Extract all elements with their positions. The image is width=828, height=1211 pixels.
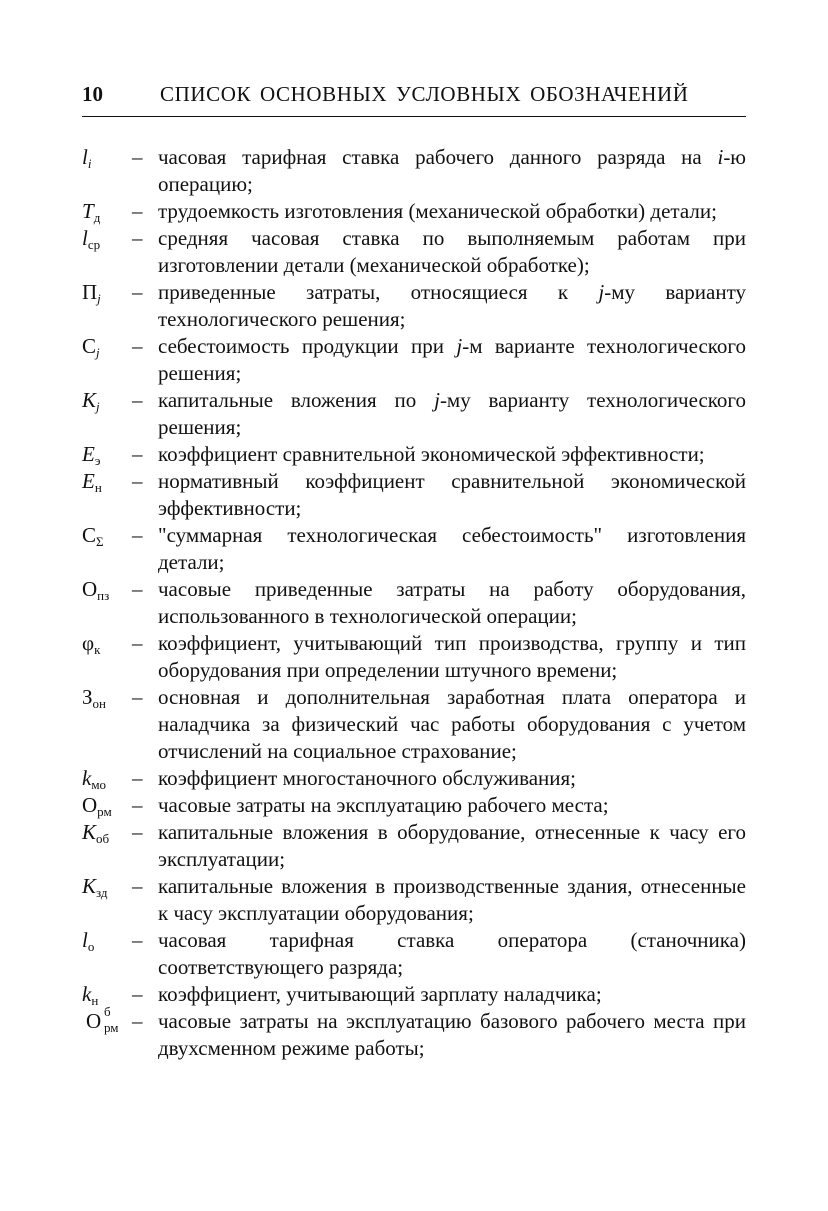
entry-dash: – — [132, 766, 143, 790]
notation-entry — [82, 576, 746, 630]
notation-symbol: $K_j$ — [82, 388, 100, 414]
notation-symbol: $k_н$ — [82, 982, 99, 1008]
notation-description: капитальные вложения по j-му варианту технологического решения; — [158, 388, 747, 439]
notation-entry — [82, 981, 746, 1008]
notation-description: трудоемкость изготовления (механической обработки) детали; — [158, 199, 717, 223]
notation-description: коэффициент, учитывающий тип производства, группу и тип оборудования при определении штучного времени; — [158, 631, 746, 682]
entry-dash: – — [132, 199, 143, 223]
notation-description: часовые затраты на эксплуатацию базового рабочего места при двухсменном режиме работы; — [158, 1009, 746, 1060]
notation-entry — [82, 387, 746, 441]
notation-entry — [82, 333, 746, 387]
notation-description: нормативный коэффициент сравнительной экономической эффективности; — [158, 469, 746, 520]
entry-dash: – — [132, 1009, 143, 1033]
entry-dash: – — [132, 874, 143, 898]
notation-description: часовая тарифная ставка рабочего данного разряда на i-ю операцию; — [158, 145, 746, 196]
notation-entry — [82, 279, 746, 333]
entry-dash: – — [132, 388, 143, 412]
notation-symbol: $\varphi_к$ — [82, 631, 101, 657]
notation-description: часовые приведенные затраты на работу оборудования, использованного в технологической операции; — [158, 577, 746, 628]
notation-description: капитальные вложения в оборудование, отнесенные к часу его эксплуатации; — [158, 820, 746, 871]
notation-symbol: $K_{об}$ — [82, 820, 110, 846]
entry-dash: – — [132, 685, 143, 709]
notation-entry — [82, 927, 746, 981]
page-number: 10 — [82, 82, 103, 106]
notation-symbol: $О_{пз}$ — [82, 577, 110, 603]
notation-entry — [82, 198, 746, 225]
entry-dash: – — [132, 469, 143, 493]
notation-symbol: $l_{ср}$ — [82, 226, 101, 252]
notation-entry — [82, 441, 746, 468]
notation-description: средняя часовая ставка по выполняемым работам при изготовлении детали (механической обработке); — [158, 226, 746, 277]
notation-description: основная и дополнительная заработная плата оператора и наладчика за физический час работы оборудования с учетом отчислений на социальное страхование; — [158, 685, 746, 763]
notation-description: коэффициент, учитывающий зарплату наладчика; — [158, 982, 602, 1006]
notation-entry — [82, 1004, 746, 1062]
notation-symbol: $П_j$ — [82, 280, 101, 306]
entry-dash: – — [132, 442, 143, 466]
notation-description: себестоимость продукции при j-м варианте технологического решения; — [158, 334, 746, 385]
entry-dash: – — [132, 145, 143, 169]
entry-dash: – — [132, 793, 143, 817]
entry-dash: – — [132, 631, 143, 655]
notation-symbol: $З_{он}$ — [82, 685, 106, 711]
notation-symbol: $T_д$ — [82, 199, 101, 225]
running-title: СПИСОК ОСНОВНЫХ УСЛОВНЫХ ОБОЗНАЧЕНИЙ — [160, 82, 689, 106]
entry-dash: – — [132, 280, 143, 304]
entry-dash: – — [132, 982, 143, 1006]
notation-symbol: $E_н$ — [82, 469, 102, 495]
notation-entry — [82, 819, 746, 873]
notation-entry — [82, 684, 746, 765]
notation-description: капитальные вложения в производственные здания, отнесенные к часу эксплуатации оборудования; — [158, 874, 746, 925]
notation-entry — [82, 522, 746, 576]
page-header — [82, 82, 746, 117]
notation-symbol: О б рм — [86, 1004, 119, 1035]
notation-description: часовые затраты на эксплуатацию рабочего места; — [158, 793, 609, 817]
notation-symbol: $l_о$ — [82, 928, 95, 954]
entry-dash: – — [132, 523, 143, 547]
notation-symbol: $k_{мо}$ — [82, 766, 107, 792]
entry-dash: – — [132, 334, 143, 358]
notation-description: коэффициент сравнительной экономической эффективности; — [158, 442, 705, 466]
notation-symbol: $О_{рм}$ — [82, 793, 112, 819]
notation-entry — [82, 765, 746, 792]
notation-symbol: $l_i$ — [82, 145, 92, 171]
entry-dash: – — [132, 226, 143, 250]
notation-symbol: $С_\Sigma$ — [82, 523, 104, 549]
entry-dash: – — [132, 820, 143, 844]
entry-dash: – — [132, 928, 143, 952]
notation-symbol: $K_{зд}$ — [82, 874, 108, 900]
notation-description: "суммарная технологическая себестоимость" изготовления детали; — [158, 523, 746, 574]
notation-description: коэффициент многостаночного обслуживания; — [158, 766, 577, 790]
notation-entry — [82, 225, 746, 279]
notation-entry — [82, 144, 746, 198]
notation-symbol: $С_j$ — [82, 334, 100, 360]
notation-description: часовая тарифная ставка оператора (станочника) соответствующего разряда; — [158, 928, 746, 979]
entry-dash: – — [132, 577, 143, 601]
notation-entry — [82, 630, 746, 684]
notation-symbol: $E_э$ — [82, 442, 101, 468]
notation-entry — [82, 792, 746, 819]
notation-list — [82, 144, 746, 1062]
notation-entry — [82, 468, 746, 522]
notation-entry — [82, 873, 746, 927]
notation-description: приведенные затраты, относящиеся к j-му варианту технологического решения; — [158, 280, 746, 331]
